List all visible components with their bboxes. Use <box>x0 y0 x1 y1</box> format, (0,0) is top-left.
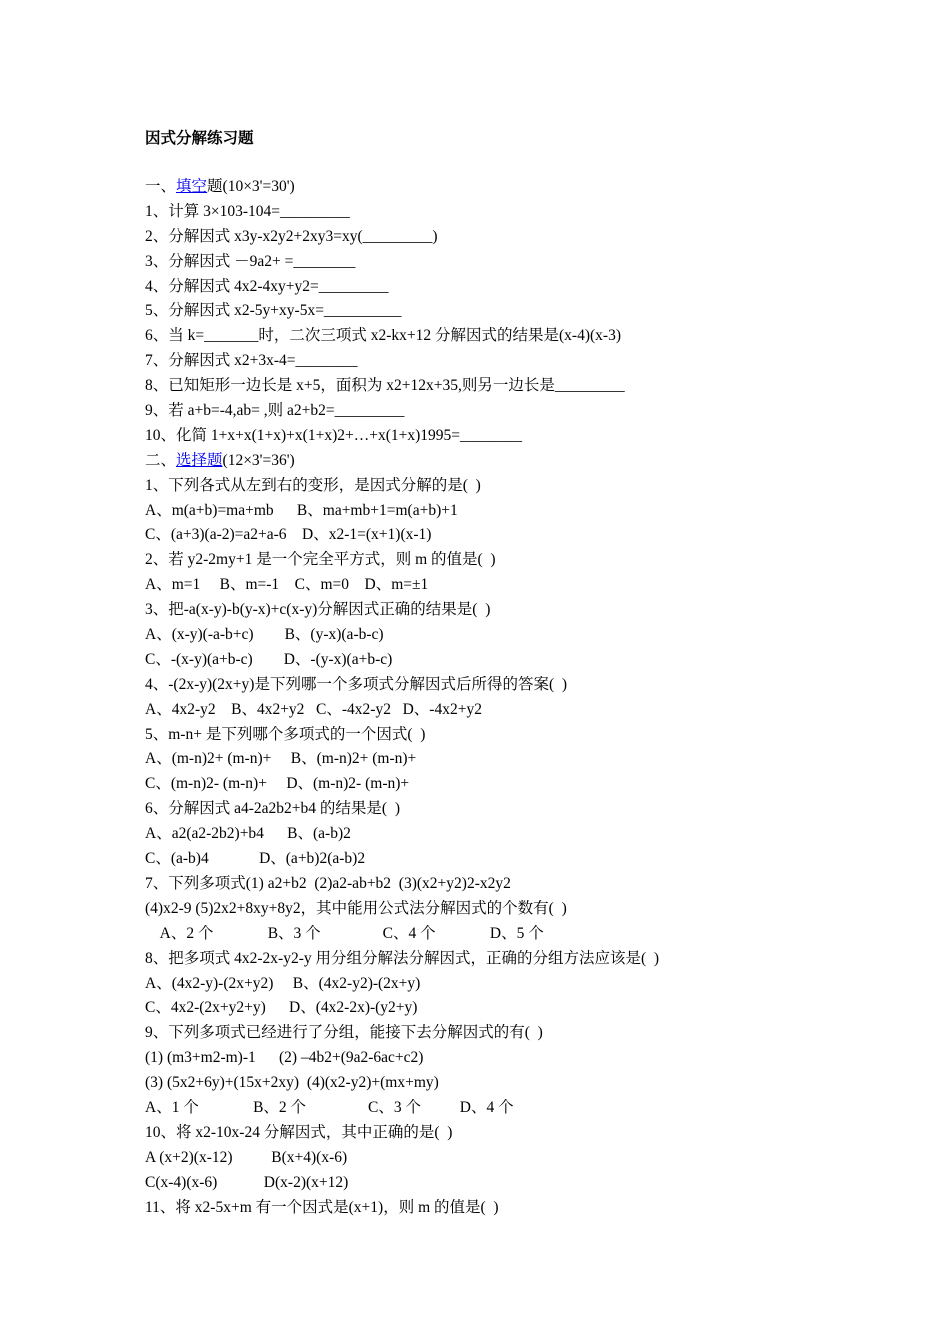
choice-question-line: 6、分解因式 a4-2a2b2+b4 的结果是( ) <box>145 800 400 818</box>
choice-questions <box>145 474 659 1221</box>
fill-in-question-line: 3、分解因式 －9a2+ =________ <box>145 252 356 270</box>
choice-question-line: A (x+2)(x-12) B(x+4)(x-6) <box>145 1148 348 1166</box>
section-suffix: (12×3'=36') <box>222 451 295 469</box>
section-suffix: 题(10×3'=30') <box>207 178 295 195</box>
choice-question-line: A、(x-y)(-a-b+c) B、(y-x)(a-b-c) <box>145 626 384 644</box>
choice-question-line: C、-(x-y)(a+b-c) D、-(y-x)(a+b-c) <box>145 650 393 668</box>
fill-in-question-line: 1、计算 3×103-104=_________ <box>145 202 350 220</box>
fill-in-link[interactable]: 填空 <box>176 178 208 195</box>
choice-question-line: 3、把-a(x-y)-b(y-x)+c(x-y)分解因式正确的结果是( ) <box>145 601 491 619</box>
choice-question-line: 7、下列多项式(1) a2+b2 (2)a2-ab+b2 (3)(x2+y2)2-x2y2 <box>145 874 511 892</box>
section-prefix: 一、 <box>145 178 177 195</box>
choice-question-line: C、(a+3)(a-2)=a2+a-6 D、x2-1=(x+1)(x-1) <box>145 526 432 544</box>
fill-in-question-line: 9、若 a+b=-4,ab= ,则 a2+b2=_________ <box>145 402 405 420</box>
choice-question-line: A、1 个 B、2 个 C、3 个 D、4 个 <box>145 1098 514 1116</box>
choice-question-line: A、a2(a2-2b2)+b4 B、(a-b)2 <box>145 825 351 843</box>
choice-question-line: C(x-4)(x-6) D(x-2)(x+12) <box>145 1173 349 1191</box>
choice-question-line: 8、把多项式 4x2-2x-y2-y 用分组分解法分解因式，正确的分组方法应该是( ) <box>145 949 660 967</box>
choice-question-line: 11、将 x2-5x+m 有一个因式是(x+1)，则 m 的值是( ) <box>145 1198 499 1216</box>
choice-question-line: 9、下列多项式已经进行了分组，能接下去分解因式的有( ) <box>145 1024 543 1042</box>
choice-question-line: C、(a-b)4 D、(a+b)2(a-b)2 <box>145 850 366 868</box>
choice-question-line: 10、将 x2-10x-24 分解因式，其中正确的是( ) <box>145 1123 453 1141</box>
fill-in-question-line: 4、分解因式 4x2-4xy+y2=_________ <box>145 277 389 295</box>
choice-question-line: C、4x2-(2x+y2+y) D、(4x2-2x)-(y2+y) <box>145 999 418 1017</box>
choice-question-line: (1) (m3+m2-m)-1 (2) –4b2+(9a2-6ac+c2) <box>145 1049 424 1067</box>
choice-question-line: A、2 个 B、3 个 C、4 个 D、5 个 <box>145 924 544 942</box>
fill-in-question-line: 6、当 k=_______时，二次三项式 x2-kx+12 分解因式的结果是(x-4)(x-3) <box>145 327 621 345</box>
page-title: 因式分解练习题 <box>145 130 254 147</box>
section-heading-fill-in <box>145 175 659 200</box>
fill-in-question-line: 10、化简 1+x+x(1+x)+x(1+x)2+…+x(1+x)1995=________ <box>145 426 523 444</box>
choice-question-line: A、4x2-y2 B、4x2+y2 C、-4x2-y2 D、-4x2+y2 <box>145 700 482 718</box>
choice-question-line: 5、m-n+ 是下列哪个多项式的一个因式( ) <box>145 725 426 743</box>
choice-question-line: (4)x2-9 (5)2x2+8xy+8y2，其中能用公式法分解因式的个数有( ) <box>145 899 567 917</box>
choice-question-line: A、(m-n)2+ (m-n)+ B、(m-n)2+ (m-n)+ <box>145 750 417 768</box>
fill-in-question-line: 8、已知矩形一边长是 x+5，面积为 x2+12x+35,则另一边长是_________ <box>145 377 625 395</box>
exercise-body <box>145 175 659 1220</box>
fill-in-question-line: 5、分解因式 x2-5y+xy-5x=__________ <box>145 302 402 320</box>
choice-question-line: C、(m-n)2- (m-n)+ D、(m-n)2- (m-n)+ <box>145 775 410 793</box>
choice-question-line: A、m=1 B、m=-1 C、m=0 D、m=±1 <box>145 576 429 594</box>
choice-question-line: A、m(a+b)=ma+mb B、ma+mb+1=m(a+b)+1 <box>145 501 458 519</box>
choice-question-line: 1、下列各式从左到右的变形，是因式分解的是( ) <box>145 476 481 494</box>
choice-question-line: 2、若 y2-2my+1 是一个完全平方式，则 m 的值是( ) <box>145 551 496 569</box>
fill-in-question-line: 7、分解因式 x2+3x-4=________ <box>145 352 358 370</box>
choice-question-line: 4、-(2x-y)(2x+y)是下列哪一个多项式分解因式后所得的答案( ) <box>145 675 568 693</box>
section-heading-choice <box>145 449 659 474</box>
fill-in-question-line: 2、分解因式 x3y-x2y2+2xy3=xy(_________) <box>145 227 438 245</box>
choice-question-line: (3) (5x2+6y)+(15x+2xy) (4)(x2-y2)+(mx+my) <box>145 1074 439 1092</box>
section-prefix: 二、 <box>145 451 177 469</box>
fill-in-questions <box>145 200 659 449</box>
choice-link[interactable]: 选择题 <box>176 451 223 469</box>
choice-question-line: A、(4x2-y)-(2x+y2) B、(4x2-y2)-(2x+y) <box>145 974 421 992</box>
